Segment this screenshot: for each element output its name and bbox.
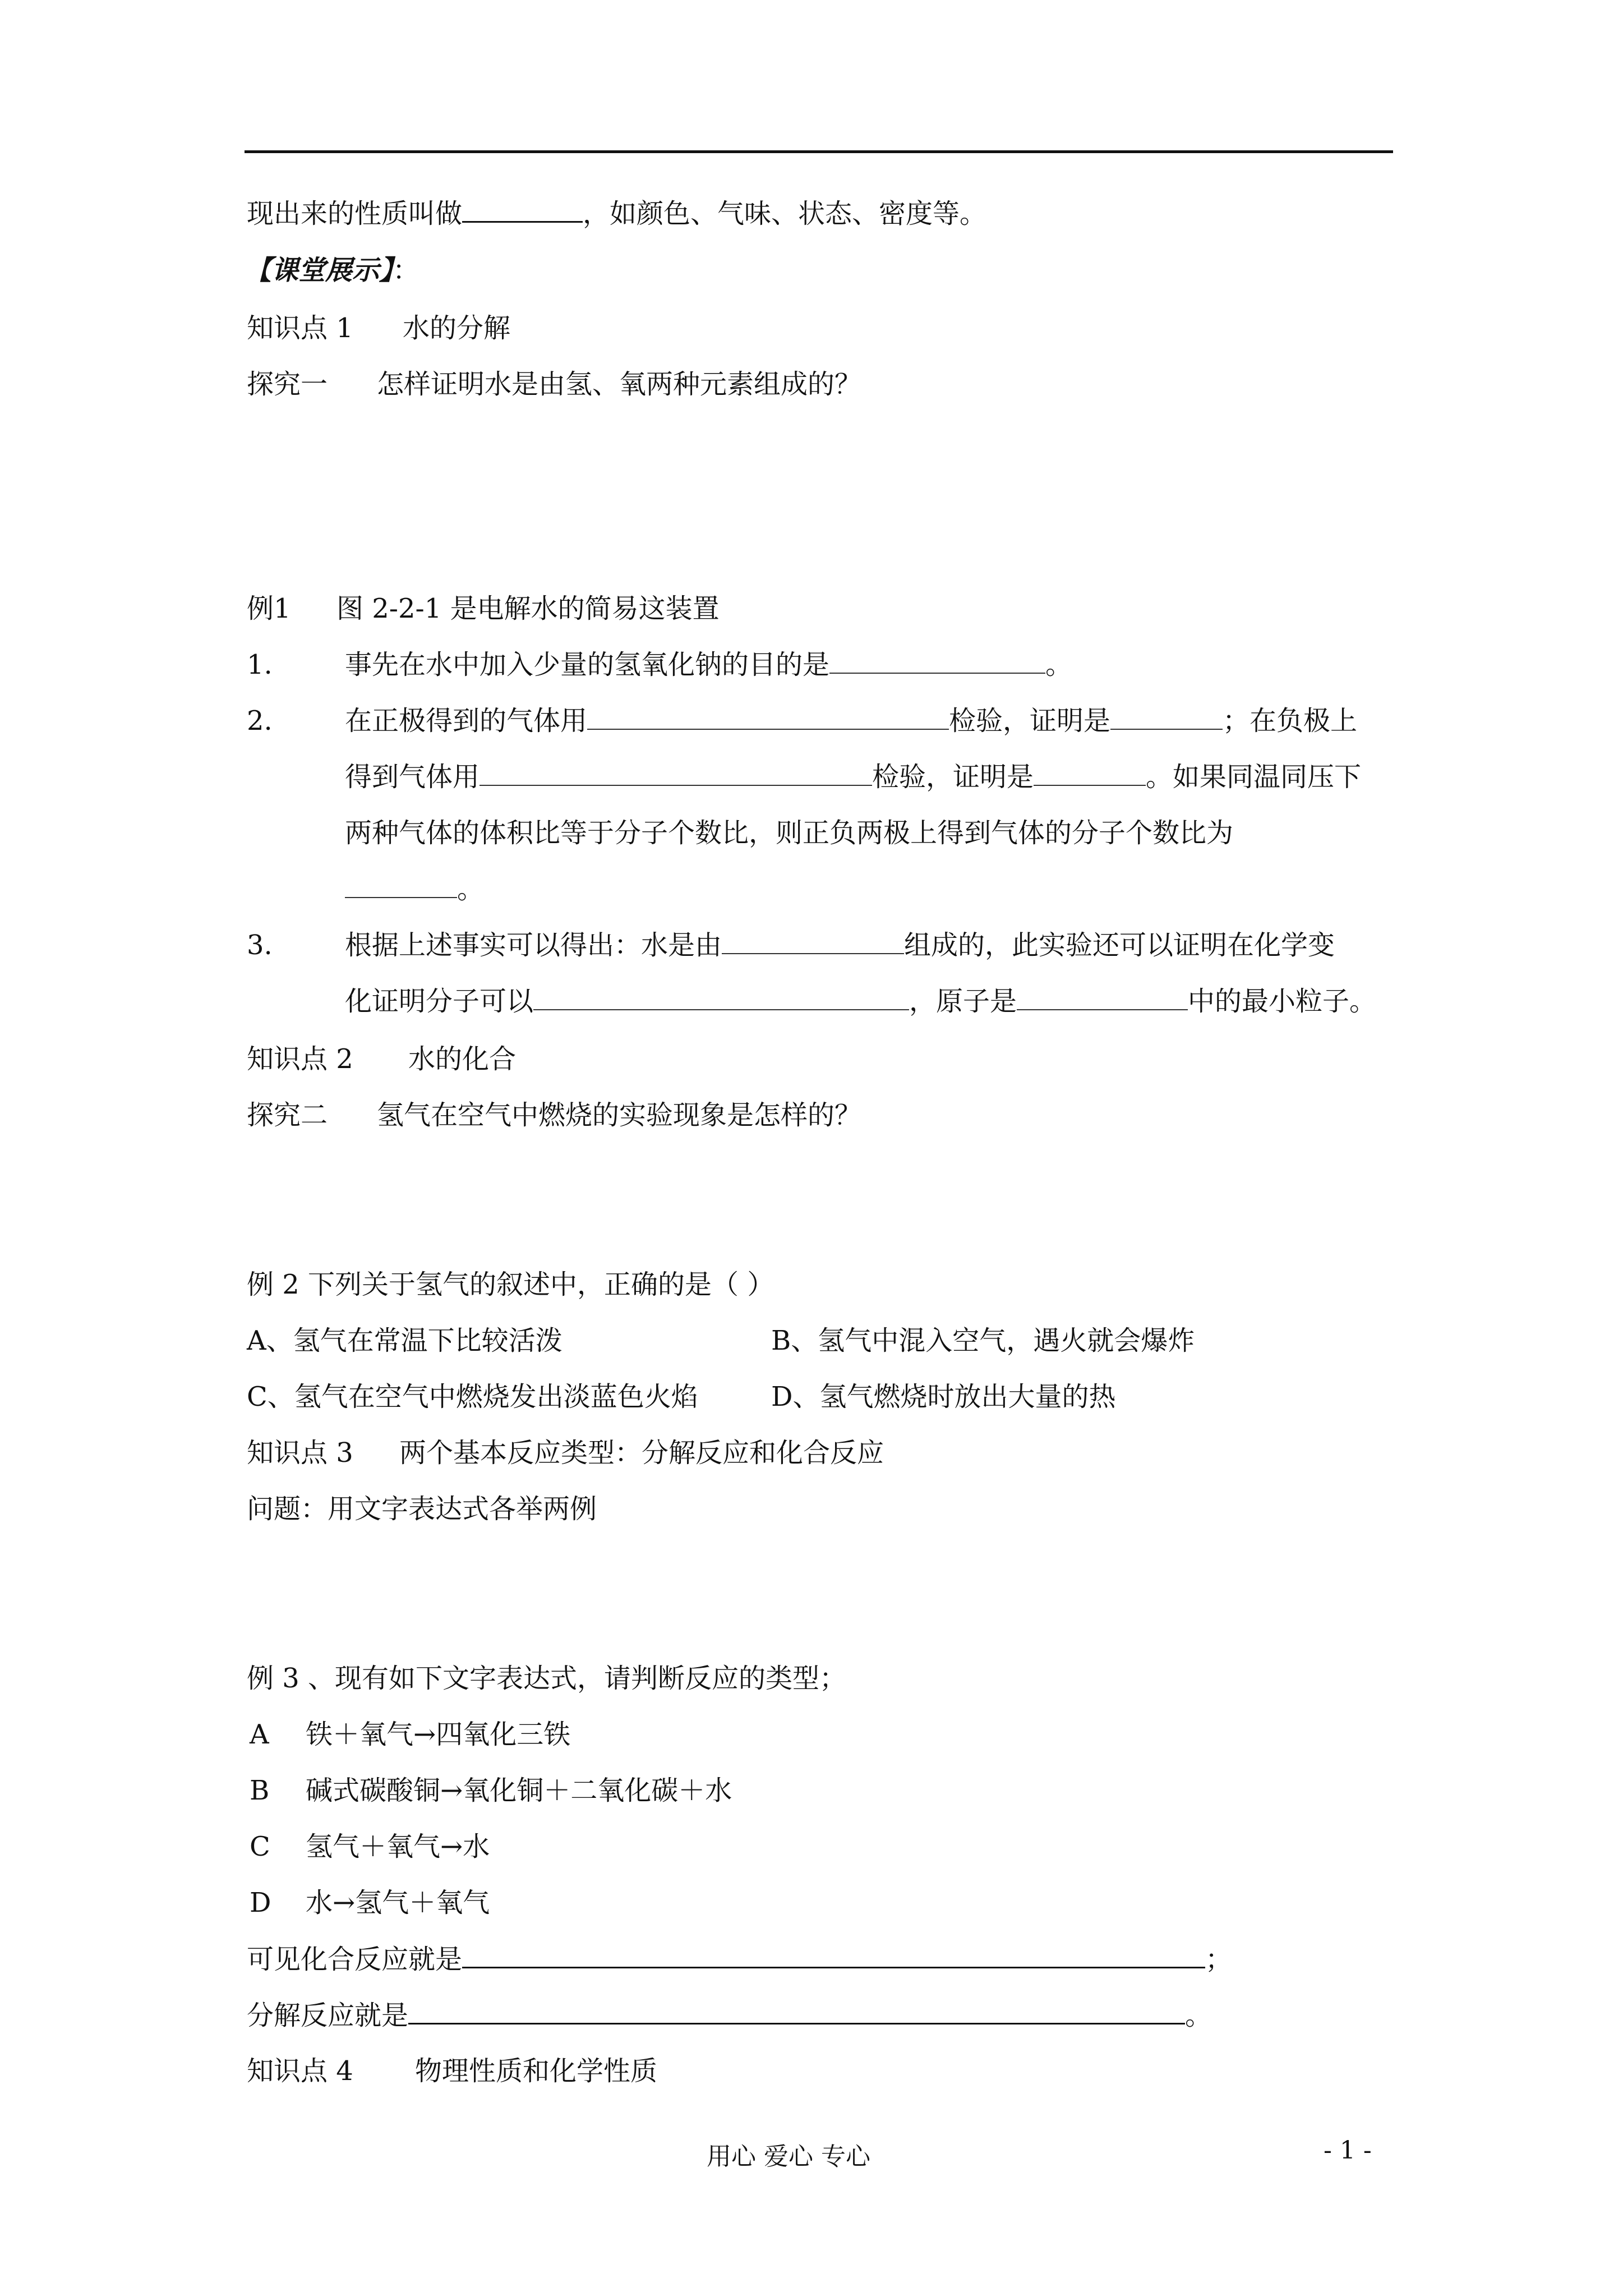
blank-negative-gas bbox=[1034, 760, 1146, 786]
question-1-number: 1. bbox=[247, 649, 273, 680]
knowledge-point-4-title: 物理性质和化学性质 bbox=[415, 2055, 658, 2087]
question-2-line-1: 在正极得到的气体用 检验，证明是 ；在负极上 bbox=[345, 705, 1358, 737]
knowledge-point-3: 知识点 3 bbox=[247, 1437, 353, 1469]
reaction-letter-b: B bbox=[250, 1775, 270, 1806]
blank-negative-test bbox=[479, 760, 872, 786]
example-3-text: 例 3 、现有如下文字表达式，请判断反应的类型； bbox=[247, 1663, 847, 1694]
explore-1-label: 探究一 bbox=[247, 369, 328, 400]
question-3-number: 3. bbox=[247, 930, 273, 961]
explore-1-question: 怎样证明水是由氢、氧两种元素组成的？ bbox=[377, 369, 862, 400]
reaction-letter-a: A bbox=[250, 1719, 269, 1750]
decomposition-definition: 分解反应就是 。 bbox=[247, 1998, 1212, 2032]
reaction-letter-d: D bbox=[250, 1887, 271, 1918]
example-1-text: 图 2-2-1 是电解水的简易这装置 bbox=[336, 593, 720, 624]
option-b: B、氢气中混入空气，遇火就会爆炸 bbox=[771, 1325, 1195, 1356]
knowledge-point-1: 知识点 1 bbox=[247, 312, 353, 344]
header-rule bbox=[245, 150, 1393, 153]
section-title: 【课堂展示】： bbox=[245, 255, 420, 286]
reaction-a: 铁＋氧气→四氧化三铁 bbox=[306, 1719, 571, 1750]
blank-positive-test bbox=[587, 704, 949, 730]
reaction-b: 碱式碳酸铜→氧化铜＋二氧化碳＋水 bbox=[306, 1775, 732, 1806]
question-3-line-2: 化证明分子可以 ，原子是 中的最小粒子。 bbox=[345, 986, 1377, 1017]
question-3-line-1: 根据上述事实可以得出：水是由 组成的，此实验还可以证明在化学变 bbox=[345, 930, 1335, 961]
option-a: A、氢气在常温下比较活泼 bbox=[247, 1325, 562, 1356]
blank-molecule-ratio bbox=[345, 872, 457, 898]
example-1-label: 例1 bbox=[247, 593, 291, 624]
blank-positive-gas bbox=[1110, 704, 1223, 730]
blank-naoh-purpose bbox=[829, 648, 1045, 674]
blank-physical-property bbox=[462, 196, 583, 223]
blank-combination bbox=[462, 1942, 1205, 1968]
example-2-text: 例 2 下列关于氢气的叙述中，正确的是（ ） bbox=[247, 1269, 774, 1300]
knowledge-point-1-title: 水的分解 bbox=[403, 312, 511, 344]
explore-2-question: 氢气在空气中燃烧的实验现象是怎样的？ bbox=[377, 1099, 862, 1131]
question-2-line-2: 得到气体用 检验，证明是 。如果同温同压下 bbox=[345, 761, 1362, 793]
question-2-line-3: 两种气体的体积比等于分子个数比，则正负两极上得到气体的分子个数比为 bbox=[345, 817, 1234, 849]
explore-2-label: 探究二 bbox=[247, 1099, 328, 1131]
blank-molecule-can bbox=[533, 984, 909, 1010]
intro-text: 现出来的性质叫做 bbox=[247, 198, 463, 229]
knowledge-point-2-title: 水的化合 bbox=[408, 1043, 517, 1075]
knowledge-point-3-title: 两个基本反应类型：分解反应和化合反应 bbox=[399, 1437, 884, 1469]
knowledge-point-2: 知识点 2 bbox=[247, 1043, 353, 1075]
footer-slogan: 用心 爱心 专心 bbox=[707, 2142, 870, 2171]
question-reactions: 问题：用文字表达式各举两例 bbox=[247, 1493, 597, 1525]
page-number: - 1 - bbox=[1324, 2136, 1372, 2165]
intro-line bbox=[247, 196, 986, 231]
reaction-letter-c: C bbox=[250, 1831, 270, 1862]
question-1: 事先在水中加入少量的氢氧化钠的目的是 。 bbox=[345, 649, 1073, 680]
combination-definition: 可见化合反应就是 ； bbox=[247, 1942, 1232, 1976]
option-d: D、氢气燃烧时放出大量的热 bbox=[771, 1381, 1116, 1412]
reaction-c: 氢气＋氧气→水 bbox=[306, 1831, 490, 1862]
blank-decomposition bbox=[408, 1998, 1185, 2024]
blank-atom-smallest bbox=[1017, 984, 1188, 1010]
blank-water-composition bbox=[722, 928, 904, 954]
reaction-d: 水→氢气＋氧气 bbox=[306, 1887, 490, 1918]
question-2-line-4: 。 bbox=[345, 872, 484, 906]
option-c: C、氢气在空气中燃烧发出淡蓝色火焰 bbox=[247, 1381, 698, 1412]
question-2-number: 2. bbox=[247, 705, 273, 737]
knowledge-point-4: 知识点 4 bbox=[247, 2055, 353, 2087]
intro-text-after: ，如颜色、气味、状态、密度等。 bbox=[583, 198, 987, 229]
